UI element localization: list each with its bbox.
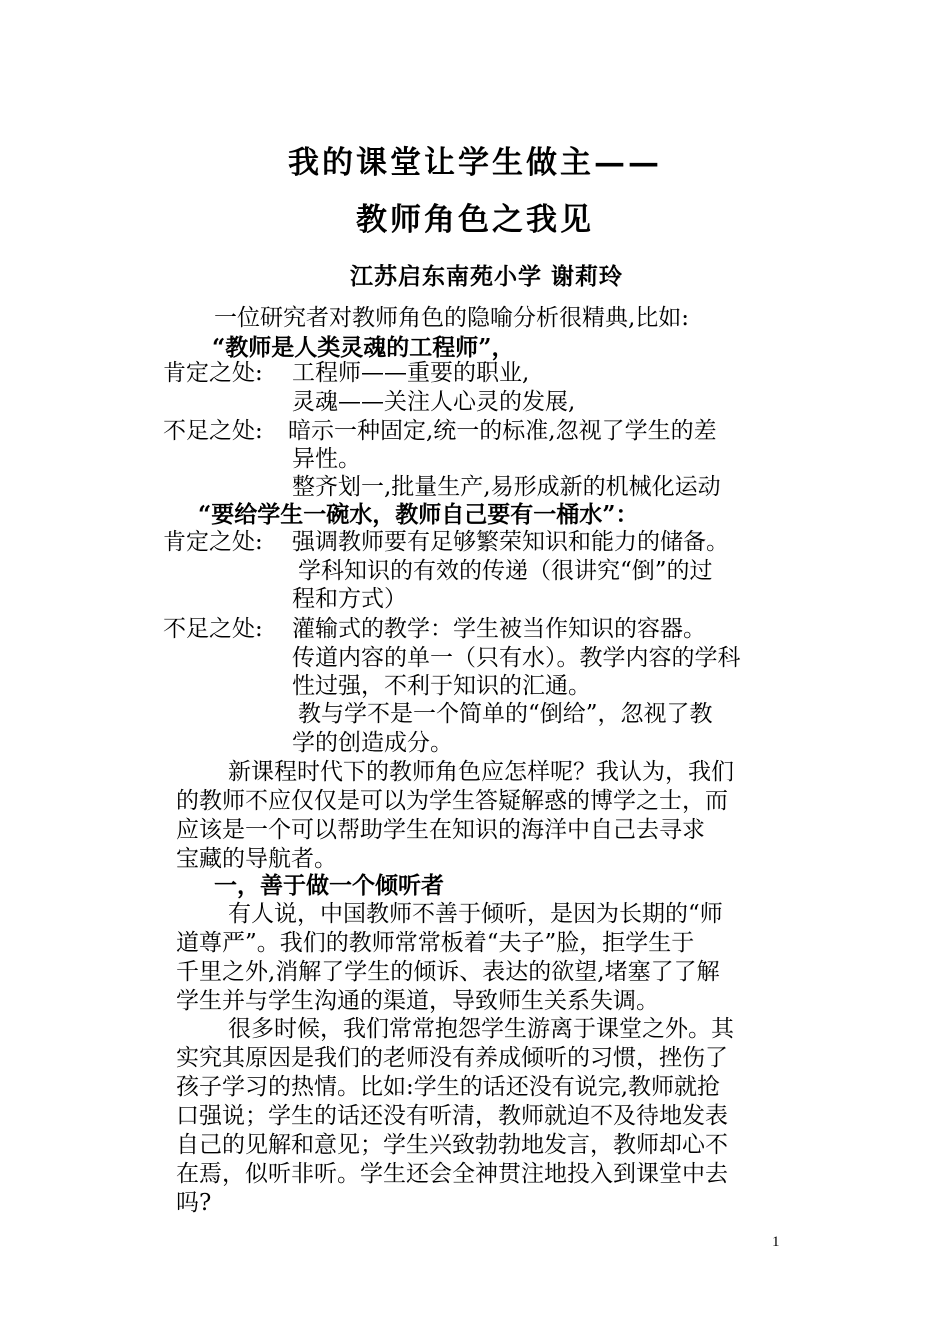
para2-line-2: 道尊严”。我们的教师常常板着“夫子”脸，拒学生于 xyxy=(176,930,695,956)
para3-line-6: 在焉，似听非听。学生还会全神贯注地投入到课堂中去 xyxy=(176,1161,728,1187)
metaphor1-neg-label: 不足之处: xyxy=(163,418,263,444)
metaphor1-pos-2: 灵魂——关注人心灵的发展, xyxy=(292,389,576,415)
metaphor1-pos-label: 肯定之处: xyxy=(163,360,263,386)
para3-line-5: 自己的见解和意见；学生兴致勃勃地发言，教师却心不 xyxy=(176,1132,728,1158)
para3-line-7: 吗? xyxy=(176,1190,212,1216)
metaphor1-heading: “教师是人类灵魂的工程师”， xyxy=(212,334,515,361)
metaphor1-neg-1a: 暗示一种固定,统一的标准,忽视了学生的差 xyxy=(288,418,717,444)
metaphor1-neg-2: 整齐划一,批量生产,易形成新的机械化运动 xyxy=(292,474,721,500)
metaphor2-neg-2b: 性过强，不利于知识的汇通。 xyxy=(292,673,591,699)
para1-line-1: 新课程时代下的教师角色应怎样呢？我认为，我们 xyxy=(228,759,734,785)
intro-text: 一位研究者对教师角色的隐喻分析很精典,比如: xyxy=(214,305,690,331)
metaphor2-neg-label: 不足之处: xyxy=(163,616,263,642)
para1-line-3: 应该是一个可以帮助学生在知识的海洋中自己去寻求 xyxy=(176,817,705,843)
metaphor2-pos-2b: 程和方式） xyxy=(292,586,407,612)
title-line-2: 教师角色之我见 xyxy=(356,202,594,238)
metaphor1-neg-1b: 异性。 xyxy=(292,446,361,472)
para3-line-3: 孩子学习的热情。比如:学生的话还没有说完,教师就抢 xyxy=(176,1074,721,1100)
para3-line-1: 很多时候，我们常常抱怨学生游离于课堂之外。其 xyxy=(228,1016,734,1042)
metaphor2-neg-2a: 传道内容的单一（只有水）。教学内容的学科 xyxy=(292,645,741,671)
metaphor2-pos-2a: 学科知识的有效的传递（很讲究“倒”的过 xyxy=(298,558,713,584)
metaphor1-pos-1: 工程师——重要的职业, xyxy=(292,360,530,386)
title-line-1: 我的课堂让学生做主—— xyxy=(288,145,662,181)
para1-line-4: 宝藏的导航者。 xyxy=(176,846,337,872)
para3-line-4: 口强说；学生的话还没有听清，教师就迫不及待地发表 xyxy=(176,1103,728,1129)
para3-line-2: 实究其原因是我们的老师没有养成倾听的习惯，挫伤了 xyxy=(176,1045,728,1071)
section-heading-listener: 一，善于做一个倾听者 xyxy=(214,872,444,899)
para2-line-3: 千里之外,消解了学生的倾诉、表达的欲望,堵塞了了解 xyxy=(176,959,720,985)
metaphor2-heading: “要给学生一碗水，教师自己要有一桶水”： xyxy=(198,501,639,528)
metaphor2-pos-1: 强调教师要有足够繁荣知识和能力的储备。 xyxy=(292,529,729,555)
metaphor2-neg-3a: 教与学不是一个简单的“倒给”，忽视了教 xyxy=(298,701,713,727)
para1-line-2: 的教师不应仅仅是可以为学生答疑解惑的博学之士，而 xyxy=(176,788,728,814)
metaphor2-pos-label: 肯定之处: xyxy=(163,529,263,555)
para2-line-1: 有人说，中国教师不善于倾听，是因为长期的“师 xyxy=(228,901,723,927)
author-line: 江苏启东南苑小学 谢莉玲 xyxy=(350,263,624,290)
metaphor2-neg-3b: 学的创造成分。 xyxy=(292,730,453,756)
page-number: 1 xyxy=(772,1234,780,1250)
metaphor2-neg-1: 灌输式的教学：学生被当作知识的容器。 xyxy=(292,616,706,642)
para2-line-4: 学生并与学生沟通的渠道，导致师生关系失调。 xyxy=(176,988,659,1014)
